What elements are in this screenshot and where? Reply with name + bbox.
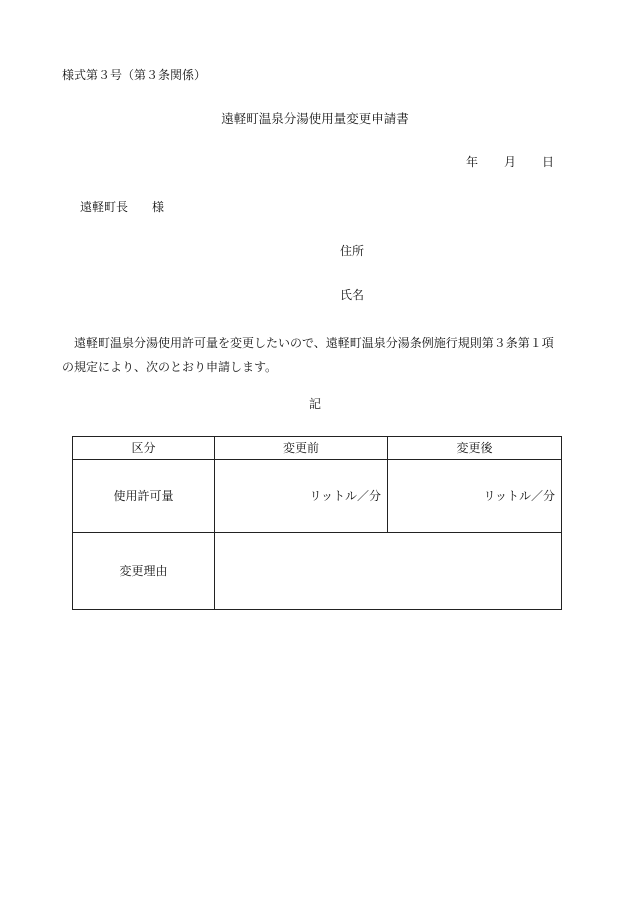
permitted-amount-label: 使用許可量: [73, 460, 215, 533]
before-amount-field[interactable]: リットル／分: [215, 460, 388, 533]
date-line: [466, 156, 554, 168]
header-category: 区分: [73, 437, 215, 460]
ki-heading: 記: [308, 397, 321, 411]
date-year-label: 年: [466, 155, 479, 169]
table-header-row: [73, 437, 562, 460]
table-row-permitted-amount: [73, 460, 562, 533]
form-number: 様式第３号（第３条関係）: [62, 68, 207, 82]
document-title: 遠軽町温泉分湯使用量変更申請書: [221, 111, 409, 126]
change-reason-label: 変更理由: [73, 533, 215, 610]
details-table: [72, 436, 562, 610]
table-row-change-reason: [73, 533, 562, 610]
after-amount-field[interactable]: リットル／分: [388, 460, 562, 533]
application-body-text: 遠軽町温泉分湯使用許可量を変更したいので、遠軽町温泉分湯条例施行規則第３条第１項の規定により、次のとおり申請します。: [62, 336, 554, 374]
addressee-name: 遠軽町長: [80, 200, 129, 214]
addressee: [80, 201, 164, 213]
change-reason-field[interactable]: [215, 533, 562, 610]
date-day-label: 日: [542, 155, 555, 169]
date-month-label: 月: [504, 155, 517, 169]
header-after: 変更後: [388, 437, 562, 460]
applicant-address-label: 住所: [340, 244, 365, 258]
addressee-honorific: 様: [152, 200, 165, 214]
header-before: 変更前: [215, 437, 388, 460]
applicant-name-label: 氏名: [340, 288, 365, 302]
